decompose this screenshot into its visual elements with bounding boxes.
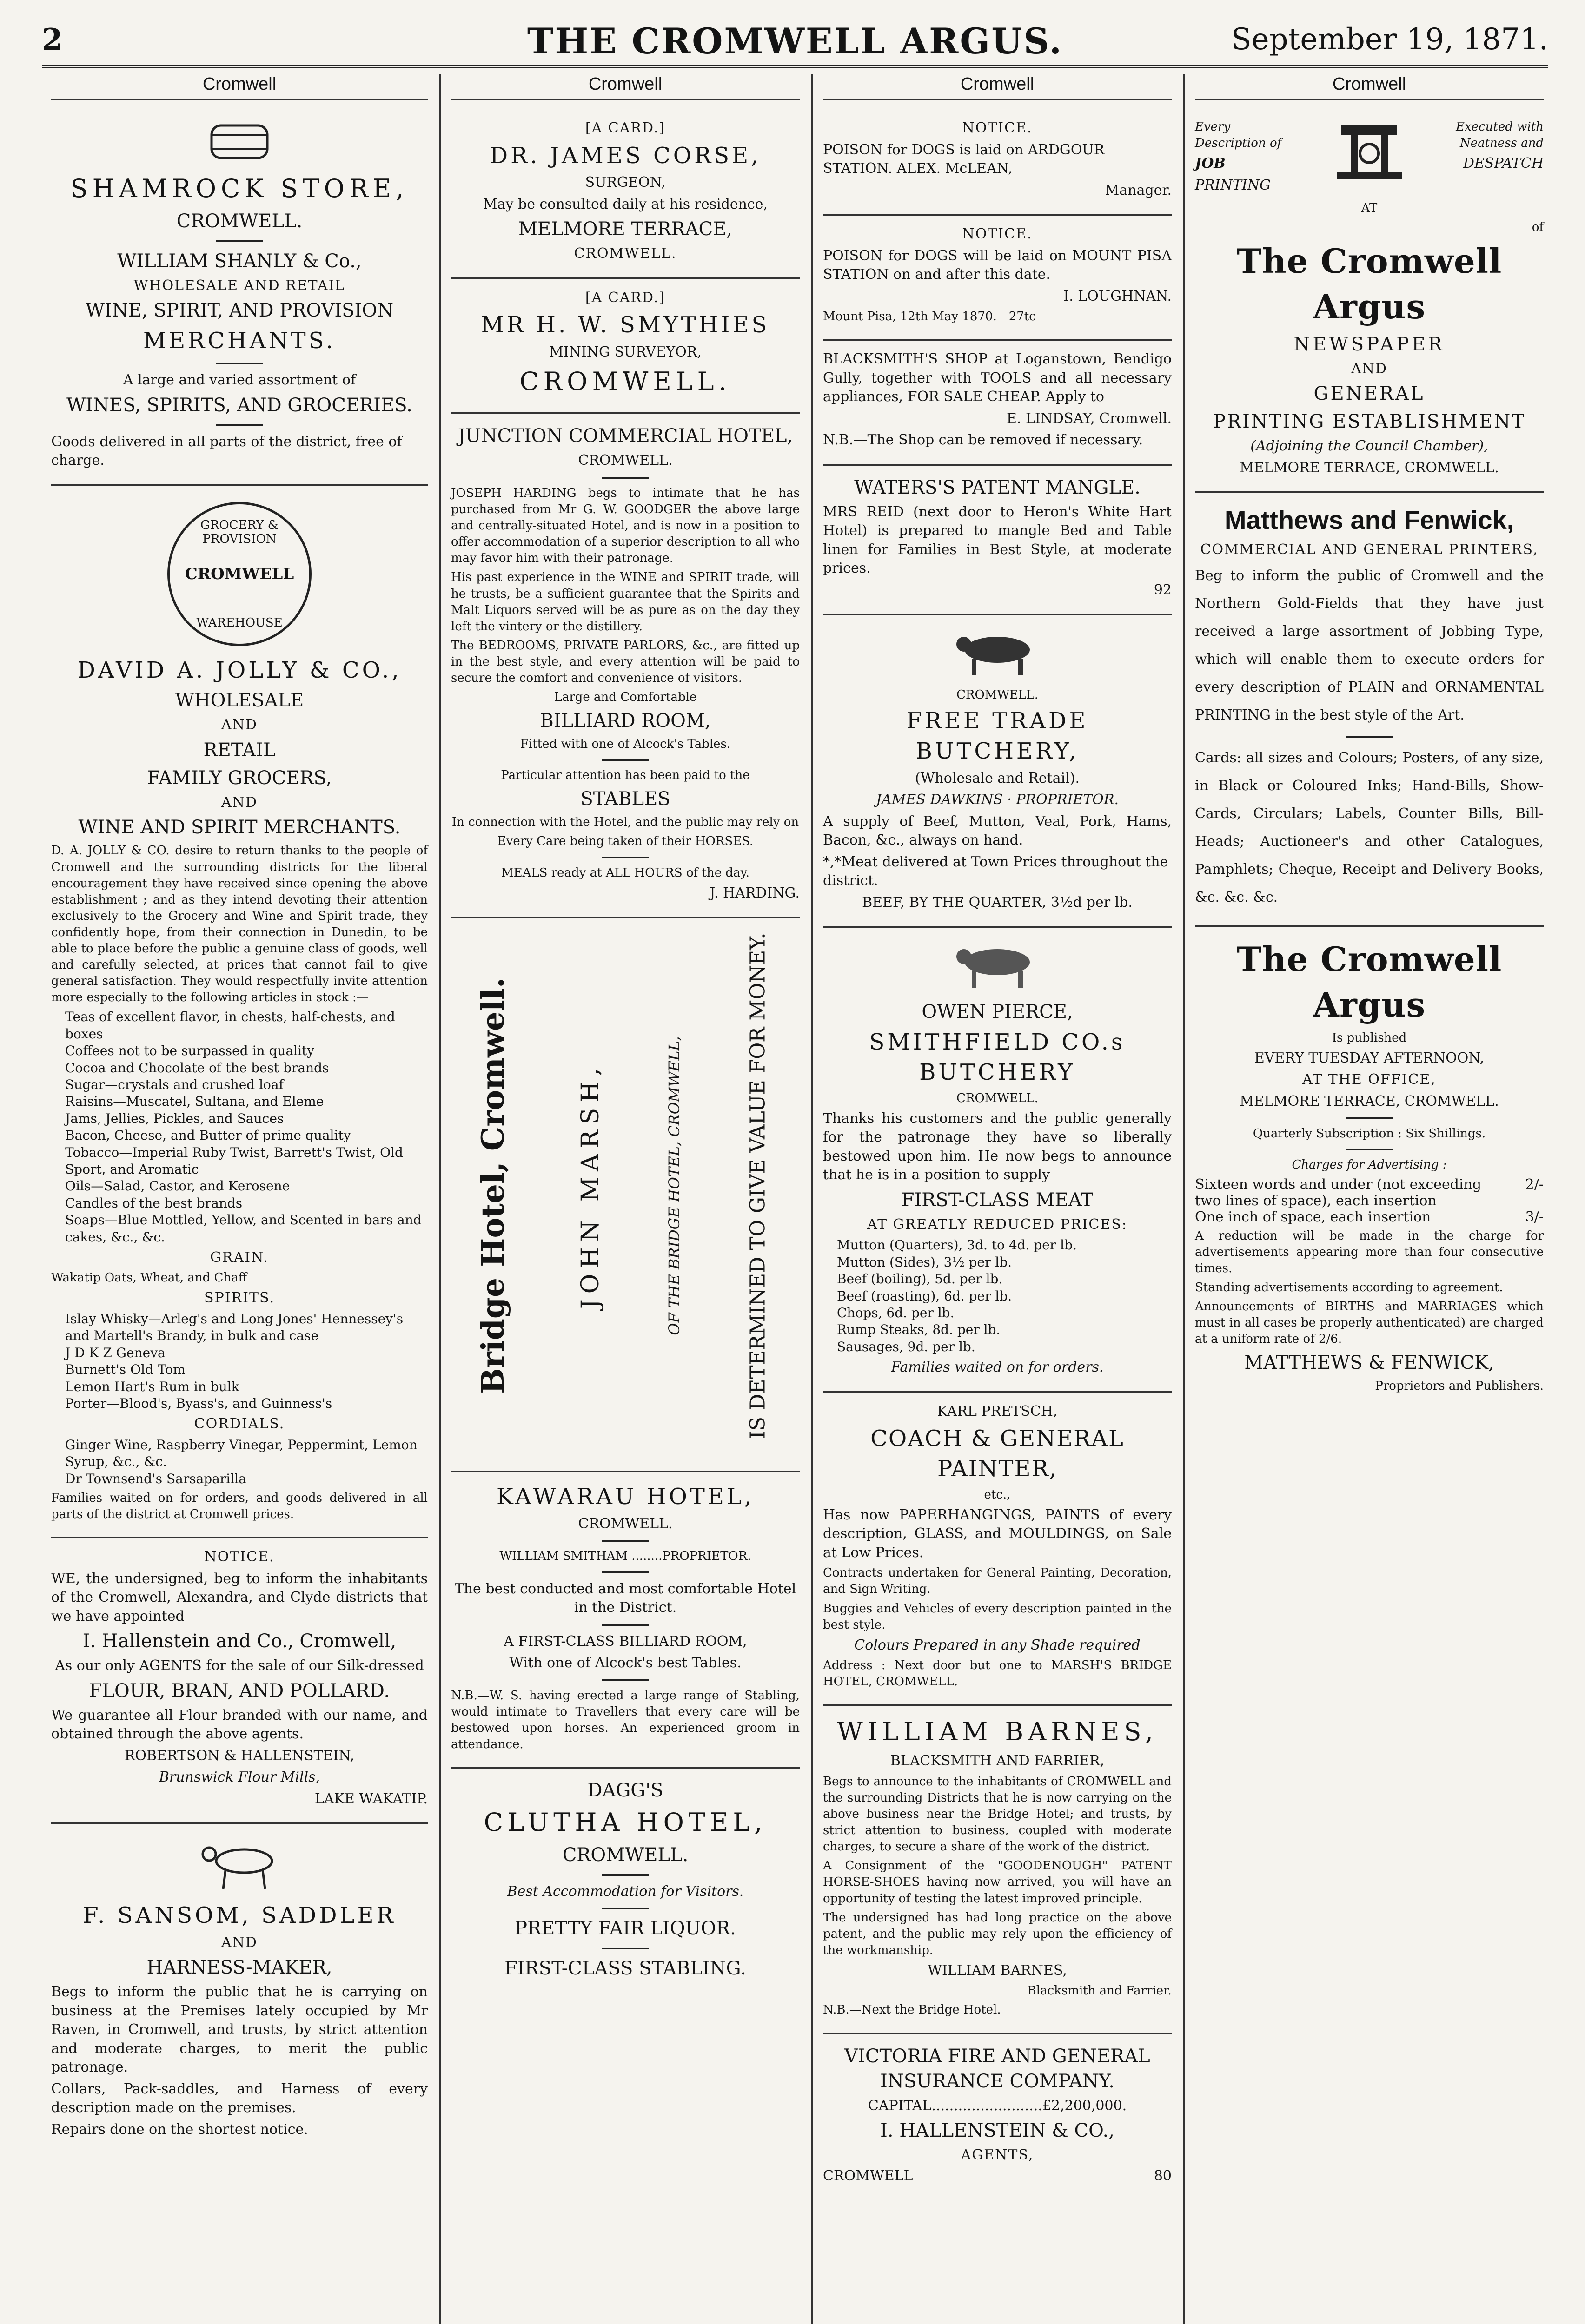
barnes-ad [823, 1706, 1172, 2034]
jolly-and2: AND [221, 794, 258, 811]
divider [216, 240, 263, 242]
shamrock-owner: WILLIAM SHANLY & Co., [117, 250, 362, 272]
notice-agents: As our only AGENTS for the sale of our Silk-dressed [55, 1657, 424, 1674]
list-item: Beef (roasting), 6d. per lb. [837, 1288, 1012, 1304]
printing-header [1195, 116, 1544, 198]
barnes-nb: N.B.—Next the Bridge Hotel. [823, 2003, 1001, 2017]
clutha-accom: Best Accommodation for Visitors. [507, 1883, 744, 1900]
list-item: Mutton (Sides), 3½ per lb. [837, 1254, 1012, 1270]
divider [602, 759, 649, 761]
notice-mills: Brunswick Flour Mills, [159, 1769, 320, 1786]
bridge-hotel-ad [451, 918, 800, 1472]
notice-guarantee: We guarantee all Flour branded with our name, and obtained through the above agents. [51, 1707, 428, 1743]
poison1-sign: Manager. [1105, 182, 1172, 198]
column-rule [439, 74, 441, 2324]
list-item: Dr Townsend's Sarsaparilla [65, 1471, 246, 1486]
shamrock-sub: WHOLESALE AND RETAIL [133, 277, 345, 294]
cow-icon [951, 939, 1044, 990]
pretsch-address: Address : Next door but one to MARSH'S BRIDGE HOTEL, CROMWELL. [823, 1658, 1172, 1689]
masthead [42, 14, 1548, 68]
printing-left [1195, 116, 1288, 198]
bridge-v3: OF THE BRIDGE HOTEL, CROMWELL, [665, 1036, 683, 1335]
junction-town: CROMWELL. [578, 452, 673, 469]
blacksmith-shop-ad [823, 341, 1172, 466]
list-item: Sausages, 9d. per lb. [837, 1339, 975, 1354]
list-item: Porter—Blood's, Byass's, and Guinness's [65, 1395, 332, 1411]
ardgour-poison-notice [823, 110, 1172, 216]
argus-ann: Announcements of BIRTHS and MARRIAGES which must in all cases be properly authenticated) are charged at a uniform rate of 2/6. [1195, 1299, 1544, 1347]
mf-sub: COMMERCIAL AND GENERAL PRINTERS, [1200, 541, 1539, 558]
corse-role: SURGEON, [585, 174, 666, 191]
column-3 [814, 74, 1181, 2324]
junction-sign: J. HARDING. [710, 885, 800, 901]
junction-title: JUNCTION COMMERCIAL HOTEL, [458, 425, 793, 447]
charge-price: 3/- [1525, 1208, 1544, 1225]
pretsch-buggies: Buggies and Vehicles of every description painted in the best style. [823, 1601, 1172, 1632]
list-item: Candles of the best brands [65, 1195, 243, 1211]
column-heading: Cromwell [51, 74, 428, 100]
column-rule [1183, 74, 1185, 2324]
column-heading: Cromwell [1195, 74, 1544, 100]
printing-of: of [1532, 220, 1544, 235]
barnes-p1: Begs to announce to the inhabitants of CROMWELL and the surrounding Districts that he is now carrying on the above business near the Bridge Hotel; and trusts, by strict attention to business, coupled with moderate charges, to secure a share of the work of the district. [823, 1774, 1172, 1854]
smythies-card [451, 279, 800, 415]
divider [602, 1874, 649, 1876]
printing-at: AT [1361, 201, 1378, 216]
junction-hotel-ad [451, 414, 800, 918]
free-trade-sub: (Wholesale and Retail). [915, 770, 1080, 786]
free-trade-butchery-ad [823, 615, 1172, 928]
column-heading: Cromwell [823, 74, 1172, 100]
clutha-liquor: PRETTY FAIR LIQUOR. [515, 1918, 736, 1940]
mf-body: Beg to inform the public of Cromwell and the Northern Gold-Fields that they have just received a large assortment of Jobbing Type, which will enable them to execute orders for every description of PLAIN and ORNAMENTAL PRINTING in the best style of the Art. [1195, 568, 1544, 724]
victoria-capital: CAPITAL.........................£2,200,000. [868, 2097, 1127, 2114]
printing-news: NEWSPAPER [1293, 333, 1445, 355]
jolly-title: DAVID A. JOLLY & CO., [77, 657, 402, 683]
printing-adj: (Adjoining the Council Chamber), [1250, 438, 1488, 455]
kawarau-table: With one of Alcock's best Tables. [509, 1655, 742, 1671]
mf-title: Matthews and Fenwick, [1224, 505, 1514, 535]
corse-place: MELMORE TERRACE, [518, 218, 733, 240]
stamp-top: GROCERY & PROVISION [200, 518, 279, 546]
corse-card [451, 110, 800, 279]
mangle-body: MRS REID (next door to Heron's White Hart Hotel) is prepared to mangle Bed and Table linen for Families in Best Style, at moderate prices. [823, 503, 1172, 577]
shamrock-line2: MERCHANTS. [143, 328, 336, 354]
pierce-reduced: AT GREATLY REDUCED PRICES: [867, 1216, 1127, 1233]
divider [216, 424, 263, 426]
pretsch-name: KARL PRETSCH, [937, 1403, 1058, 1419]
card-label: [A CARD.] [585, 120, 666, 136]
pretsch-contracts: Contracts undertaken for General Painting, Decoration, and Sign Writing. [823, 1566, 1172, 1597]
jolly-footer: Families waited on for orders, and goods delivered in all parts of the district at Cromwell prices. [51, 1491, 428, 1522]
charge-row [1195, 1176, 1544, 1209]
printing-press-icon [1332, 116, 1406, 186]
mangle-title: WATERS'S PATENT MANGLE. [854, 476, 1141, 498]
barnes-sign2: Blacksmith and Farrier. [1027, 1984, 1172, 1998]
argus-red: A reduction will be made in the charge for advertisements appearing more than four consecutive times. [1195, 1228, 1544, 1275]
divider [216, 363, 263, 364]
pretsch-body: Has now PAPERHANGINGS, PAINTS of every description, GLASS, and MOULDINGS, on Sale at Low Prices. [823, 1506, 1172, 1561]
printing-office: The Cromwell Argus [1236, 241, 1502, 326]
pierce-title: SMITHFIELD CO.s BUTCHERY [869, 1029, 1126, 1086]
list-item: Cocoa and Chocolate of the best brands [65, 1060, 329, 1076]
mf-cards: Cards: all sizes and Colours; Posters, of any size, in Black or Coloured Inks; Hand-Bills, Show-Cards, Circulars; Labels, Counter Bills, Bill-Heads; Auctioneer's and other Catalogues, Pamphlets; Cheque, Receipt and Delivery Books, &c. &c. &c. [1195, 750, 1544, 906]
clutha-town: CROMWELL. [562, 1844, 689, 1866]
printing-every: Every Description of [1195, 120, 1282, 151]
list-item: Rump Steaks, 8d. per lb. [837, 1322, 1001, 1338]
jolly-l4: WINE AND SPIRIT MERCHANTS. [78, 817, 401, 838]
pierce-fc: FIRST-CLASS MEAT [901, 1189, 1094, 1211]
notice-head: NOTICE. [962, 226, 1033, 242]
column-heading: Cromwell [451, 74, 800, 100]
shamrock-title: SHAMROCK STORE, [70, 174, 409, 203]
shamrock-town: CROMWELL. [176, 210, 303, 232]
jolly-l1: WHOLESALE [175, 690, 304, 712]
sansom-body2: Collars, Pack-saddles, and Harness of every description made on the premises. [51, 2080, 428, 2116]
list-item: Raisins—Muscatel, Sultana, and Eleme [65, 1094, 324, 1109]
pierce-body: Thanks his customers and the public generally for the patronage they have so liberally bestowed upon him. He now begs to announce that he is in a position to supply [823, 1110, 1172, 1183]
column-2 [442, 74, 809, 2324]
argus-title: The Cromwell Argus [1236, 939, 1502, 1024]
argus-every: EVERY TUESDAY AFTERNOON, [1254, 1050, 1485, 1066]
argus-info-ad [1195, 927, 1544, 1408]
shamrock-line1: WINE, SPIRIT, AND PROVISION [85, 300, 394, 322]
sansom-body3: Repairs done on the shortest notice. [51, 2121, 308, 2138]
list-item: Beef (boiling), 5d. per lb. [837, 1271, 1003, 1287]
grain-item: Wakatip Oats, Wheat, and Chaff [51, 1271, 247, 1285]
sansom-trade: HARNESS-MAKER, [146, 1957, 332, 1979]
list-item: Oils—Salad, Castor, and Kerosene [65, 1178, 290, 1194]
list-item: Coffees not to be surpassed in quality [65, 1043, 315, 1059]
notice-head: NOTICE. [204, 1549, 275, 1565]
charge-row [1195, 1209, 1544, 1225]
barnes-title: WILLIAM BARNES, [837, 1717, 1158, 1747]
charge-desc: One inch of space, each insertion [1195, 1208, 1431, 1225]
list-item: Mutton (Quarters), 3d. to 4d. per lb. [837, 1237, 1077, 1253]
divider [602, 1571, 649, 1573]
printing-general: GENERAL [1313, 383, 1425, 405]
argus-sign: MATTHEWS & FENWICK, [1244, 1352, 1494, 1374]
barnes-p3: The undersigned has had long practice on the above patent, and the public may rely upon the efficiency of the workmanship. [823, 1910, 1172, 1957]
bridge-v1: Bridge Hotel, Cromwell. [475, 977, 511, 1394]
stamp-bot: WAREHOUSE [196, 615, 283, 630]
pierce-families: Families waited on for orders. [891, 1359, 1104, 1376]
free-trade-body: A supply of Beef, Mutton, Veal, Pork, Hams, Bacon, &c., always on hand. [823, 813, 1172, 849]
kawarau-town: CROMWELL. [578, 1515, 673, 1532]
card-label: [A CARD.] [585, 289, 666, 306]
list-item: Soaps—Blue Mottled, Yellow, and Scented in bars and cakes, &c., &c. [65, 1212, 422, 1245]
kawarau-nb: N.B.—W. S. having erected a large range of Stabling, would intimate to Travellers that every care will be bestowed upon horses. An experienced groom in attendance. [451, 1688, 800, 1751]
notice-place: LAKE WAKATIP. [314, 1790, 428, 1807]
poison2-sign: I. LOUGHNAN. [1063, 288, 1172, 304]
smythies-role: MINING SURVEYOR, [549, 344, 702, 361]
notice-sign: ROBERTSON & HALLENSTEIN, [124, 1747, 355, 1764]
victoria-title: VICTORIA FIRE AND GENERAL INSURANCE COMPANY. [844, 2045, 1150, 2092]
divider [602, 477, 649, 479]
mangle-num: 92 [1154, 581, 1172, 598]
cordials-items [51, 1437, 428, 1487]
smythies-name: MR H. W. SMYTHIES [481, 312, 770, 338]
list-item: Jams, Jellies, Pickles, and Sauces [65, 1110, 284, 1126]
pierce-prices [823, 1237, 1172, 1355]
poison2-body: POISON for DOGS will be laid on MOUNT PISA STATION on and after this date. [823, 247, 1172, 283]
column-4 [1186, 74, 1553, 2324]
divider [1346, 1149, 1393, 1150]
divider [1346, 736, 1393, 738]
sansom-title: F. SANSOM, SADDLER [83, 1902, 396, 1929]
pisa-poison-notice [823, 216, 1172, 341]
jolly-body: D. A. JOLLY & CO. desire to return thanks to the people of Cromwell and the surrounding districts for the liberal encouragement they have received since opening the above establishment ; and as they intend devoting their attention exclusively to the Grocery and Wine and Spirit trade, they confidently hope, from their connection in Dunedin, to be able to place before the public a genuine class of goods, well and carefully selected, at prices that cannot fail to give general satisfaction. They would respectfully invite attention more especially to the following articles in stock :— [51, 844, 428, 1005]
bull-icon [951, 627, 1044, 678]
pretsch-ad [823, 1393, 1172, 1706]
barnes-trade: BLACKSMITH AND FARRIER, [890, 1753, 1105, 1769]
pretsch-title: COACH & GENERAL PAINTER, [870, 1426, 1124, 1482]
junction-p3: The BEDROOMS, PRIVATE PARLORS, &c., are fitted up in the best style, and every attention will be paid to secure the comfort and convenience of visitors. [451, 638, 800, 686]
printing-office-ad [1195, 110, 1544, 493]
free-trade-title: FREE TRADE BUTCHERY, [906, 708, 1088, 764]
kawarau-best: The best conducted and most comfortable Hotel in the District. [454, 1580, 796, 1616]
junction-billiard: BILLIARD ROOM, [540, 710, 711, 732]
pierce-town: CROMWELL. [956, 1091, 1038, 1105]
kawarau-hotel-ad [451, 1472, 800, 1769]
smithfield-butchery-ad [823, 928, 1172, 1393]
divider [602, 857, 649, 858]
clutha-hotel-ad [451, 1769, 800, 1995]
shamrock-delivery: Goods delivered in all parts of the district, free of charge. [51, 433, 402, 469]
barnes-p2: A Consignment of the "GOODENOUGH" PATENT HORSE-SHOES having now arrived, you will have an opportunity of testing the latest improved principle. [823, 1859, 1172, 1906]
junction-stables: STABLES [580, 788, 670, 810]
flour-notice-ad [51, 1538, 428, 1824]
smythies-town: CROMWELL. [519, 366, 731, 396]
list-item: Bacon, Cheese, and Butter of prime quality [65, 1128, 351, 1143]
sansom-and: AND [221, 1934, 258, 1951]
bridge-v2: JOHN MARSH, [577, 1063, 604, 1309]
free-trade-meat: *,*Meat delivered at Town Prices throughout the district. [823, 853, 1168, 889]
victoria-agents: AGENTS, [961, 2147, 1034, 2164]
shamrock-assort: A large and varied assortment of [123, 372, 356, 389]
free-trade-town: CROMWELL. [956, 688, 1038, 702]
junction-table: Fitted with one of Alcock's Tables. [520, 737, 731, 752]
spirits-head: SPIRITS. [204, 1290, 275, 1307]
victoria-town: CROMWELL [823, 2167, 913, 2184]
argus-pub: Is published [1332, 1030, 1407, 1045]
list-item: Burnett's Old Tom [65, 1362, 186, 1378]
shop-sign: E. LINDSAY, Cromwell. [1006, 410, 1172, 427]
page-number: 2 [42, 22, 63, 57]
notice-body: WE, the undersigned, beg to inform the inhabitants of the Cromwell, Alexandra, and Clyde districts that we have appointed [51, 1570, 428, 1624]
matthews-fenwick-ad [1195, 493, 1544, 927]
shop-body: BLACKSMITH'S SHOP at Loganstown, Bendigo Gully, together with TOOLS and all necessary appliances, FOR SALE CHEAP. Apply to [823, 351, 1172, 405]
pierce-name: OWEN PIERCE, [922, 1001, 1073, 1023]
junction-p1: JOSEPH HARDING begs to intimate that he has purchased from Mr G. W. GOODGER the above large and centrally-situated Hotel, and is now in a position to offer accommodation of a superior description to all who may favor him with their patronage. [451, 486, 800, 566]
printing-despatch: DESPATCH [1463, 155, 1544, 172]
corse-town: CROMWELL. [574, 245, 677, 262]
notice-head: NOTICE. [962, 120, 1033, 136]
argus-standing: Standing advertisements according to agreement. [1195, 1280, 1503, 1294]
jolly-l2: RETAIL [203, 739, 276, 761]
list-item: Chops, 6d. per lb. [837, 1305, 955, 1321]
sansom-body: Begs to inform the public that he is carrying on business at the Premises lately occupied by Mr Raven, in Cromwell, and trusts, by strict attention and moderate charges, to merit the public patronage. [51, 1984, 428, 2076]
junction-care: Every Care being taken of their HORSES. [497, 834, 754, 849]
printing-executed: Executed with Neatness and [1456, 120, 1544, 151]
kawarau-title: KAWARAU HOTEL, [496, 1484, 755, 1510]
notice-firm: I. Hallenstein and Co., Cromwell, [82, 1631, 397, 1652]
printing-job: JOB [1195, 155, 1226, 172]
list-item: J D K Z Geneva [65, 1345, 166, 1360]
jolly-and1: AND [221, 717, 258, 733]
jolly-ad [51, 486, 428, 1539]
list-item: Sugar—crystals and crushed loaf [65, 1076, 284, 1092]
pretsch-colours: Colours Prepared in any Shade required [854, 1637, 1141, 1653]
charge-desc: Sixteen words and under (not exceeding two lines of space), each insertion [1195, 1176, 1482, 1209]
clutha-pre: DAGG'S [587, 1779, 663, 1801]
argus-addr: MELMORE TERRACE, CROMWELL. [1240, 1093, 1499, 1109]
barnes-sign: WILLIAM BARNES, [928, 1962, 1067, 1979]
divider [602, 1540, 649, 1542]
printing-and: AND [1351, 360, 1387, 377]
divider [602, 1679, 649, 1681]
newspaper-title: THE CROMWELL ARGUS. [527, 20, 1063, 62]
junction-meals: MEALS ready at ALL HOURS of the day. [501, 865, 749, 880]
list-item: Lemon Hart's Rum in bulk [65, 1379, 239, 1394]
corse-text: May be consulted daily at his residence, [483, 196, 768, 212]
cordials-head: CORDIALS. [194, 1416, 285, 1433]
divider [602, 1908, 649, 1909]
kawarau-billiard: A FIRST-CLASS BILLIARD ROOM, [504, 1633, 747, 1650]
charge-price: 2/- [1525, 1176, 1544, 1193]
argus-charges: Charges for Advertising : [1292, 1158, 1447, 1172]
jolly-items [51, 1009, 428, 1245]
free-trade-beef: BEEF, BY THE QUARTER, 3½d per lb. [862, 894, 1133, 911]
list-item: Tobacco—Imperial Ruby Twist, Barrett's Twist, Old Sport, and Aromatic [65, 1144, 403, 1177]
junction-lc: Large and Comfortable [554, 690, 697, 705]
victoria-footer [823, 2168, 1172, 2184]
mangle-ad [823, 466, 1172, 616]
stamp-mid: CROMWELL [185, 564, 294, 583]
junction-p2: His past experience in the WINE and SPIRIT trade, will he trusts, be a sufficient guarantee that the Spirits and Malt Liquors served will be as pure as on the day they left the vintery or the distillery. [451, 570, 800, 634]
argus-at: AT THE OFFICE, [1302, 1071, 1436, 1088]
victoria-agent: I. HALLENSTEIN & CO., [880, 2120, 1114, 2142]
grain-head: GRAIN. [210, 1249, 269, 1266]
pretsch-etc: etc., [984, 1487, 1011, 1502]
printing-estab: PRINTING ESTABLISHMENT [1213, 411, 1525, 433]
column-1 [42, 74, 437, 2324]
free-trade-prop: JAMES DAWKINS · PROPRIETOR. [875, 792, 1119, 808]
column-rule [811, 74, 813, 2324]
kawarau-prop: WILLIAM SMITHAM ........PROPRIETOR. [499, 1549, 751, 1564]
barrel-icon [207, 121, 272, 163]
shamrock-goods: WINES, SPIRITS, AND GROCERIES. [66, 394, 412, 416]
jolly-l3: FAMILY GROCERS, [147, 767, 332, 789]
argus-sub: Quarterly Subscription : Six Shillings. [1253, 1127, 1486, 1141]
printing-addr: MELMORE TERRACE, CROMWELL. [1240, 459, 1499, 476]
corse-name: DR. JAMES CORSE, [490, 142, 761, 169]
argus-sign2: Proprietors and Publishers. [1375, 1379, 1544, 1393]
printing-printing: PRINTING [1195, 177, 1271, 193]
poison1-body: POISON for DOGS is laid on ARDGOUR STATION. ALEX. McLEAN, [823, 141, 1105, 177]
list-item: Ginger Wine, Raspberry Vinegar, Peppermint, Lemon Syrup, &c., &c. [65, 1437, 418, 1470]
shop-nb: N.B.—The Shop can be removed if necessary. [823, 432, 1143, 449]
horse-icon [193, 1835, 286, 1891]
warehouse-stamp [167, 502, 312, 646]
divider [602, 1624, 649, 1626]
list-item: Islay Whisky—Arleg's and Long Jones' Hennessey's and Martell's Brandy, in bulk and case [65, 1311, 404, 1344]
divider [1346, 1117, 1393, 1119]
victoria-num: 80 [1154, 2167, 1172, 2184]
junction-att: Particular attention has been paid to the [501, 768, 750, 783]
poison2-date: Mount Pisa, 12th May 1870.—27tc [823, 310, 1036, 324]
list-item: Teas of excellent flavor, in chests, half-chests, and boxes [65, 1009, 395, 1042]
sansom-ad [51, 1824, 428, 2153]
clutha-stabling: FIRST-CLASS STABLING. [504, 1958, 746, 1980]
junction-conn: In connection with the Hotel, and the public may rely on [451, 815, 799, 830]
clutha-title: CLUTHA HOTEL, [484, 1807, 767, 1837]
notice-goods: FLOUR, BRAN, AND POLLARD. [89, 1680, 390, 1702]
victoria-insurance-ad [823, 2034, 1172, 2195]
shamrock-store-ad [51, 110, 428, 486]
bridge-v4: IS DETERMINED TO GIVE VALUE FOR MONEY. [746, 932, 770, 1439]
divider [602, 1948, 649, 1949]
issue-date: September 19, 1871. [1231, 22, 1548, 57]
spirits-items [51, 1311, 428, 1412]
printing-right [1451, 116, 1544, 176]
